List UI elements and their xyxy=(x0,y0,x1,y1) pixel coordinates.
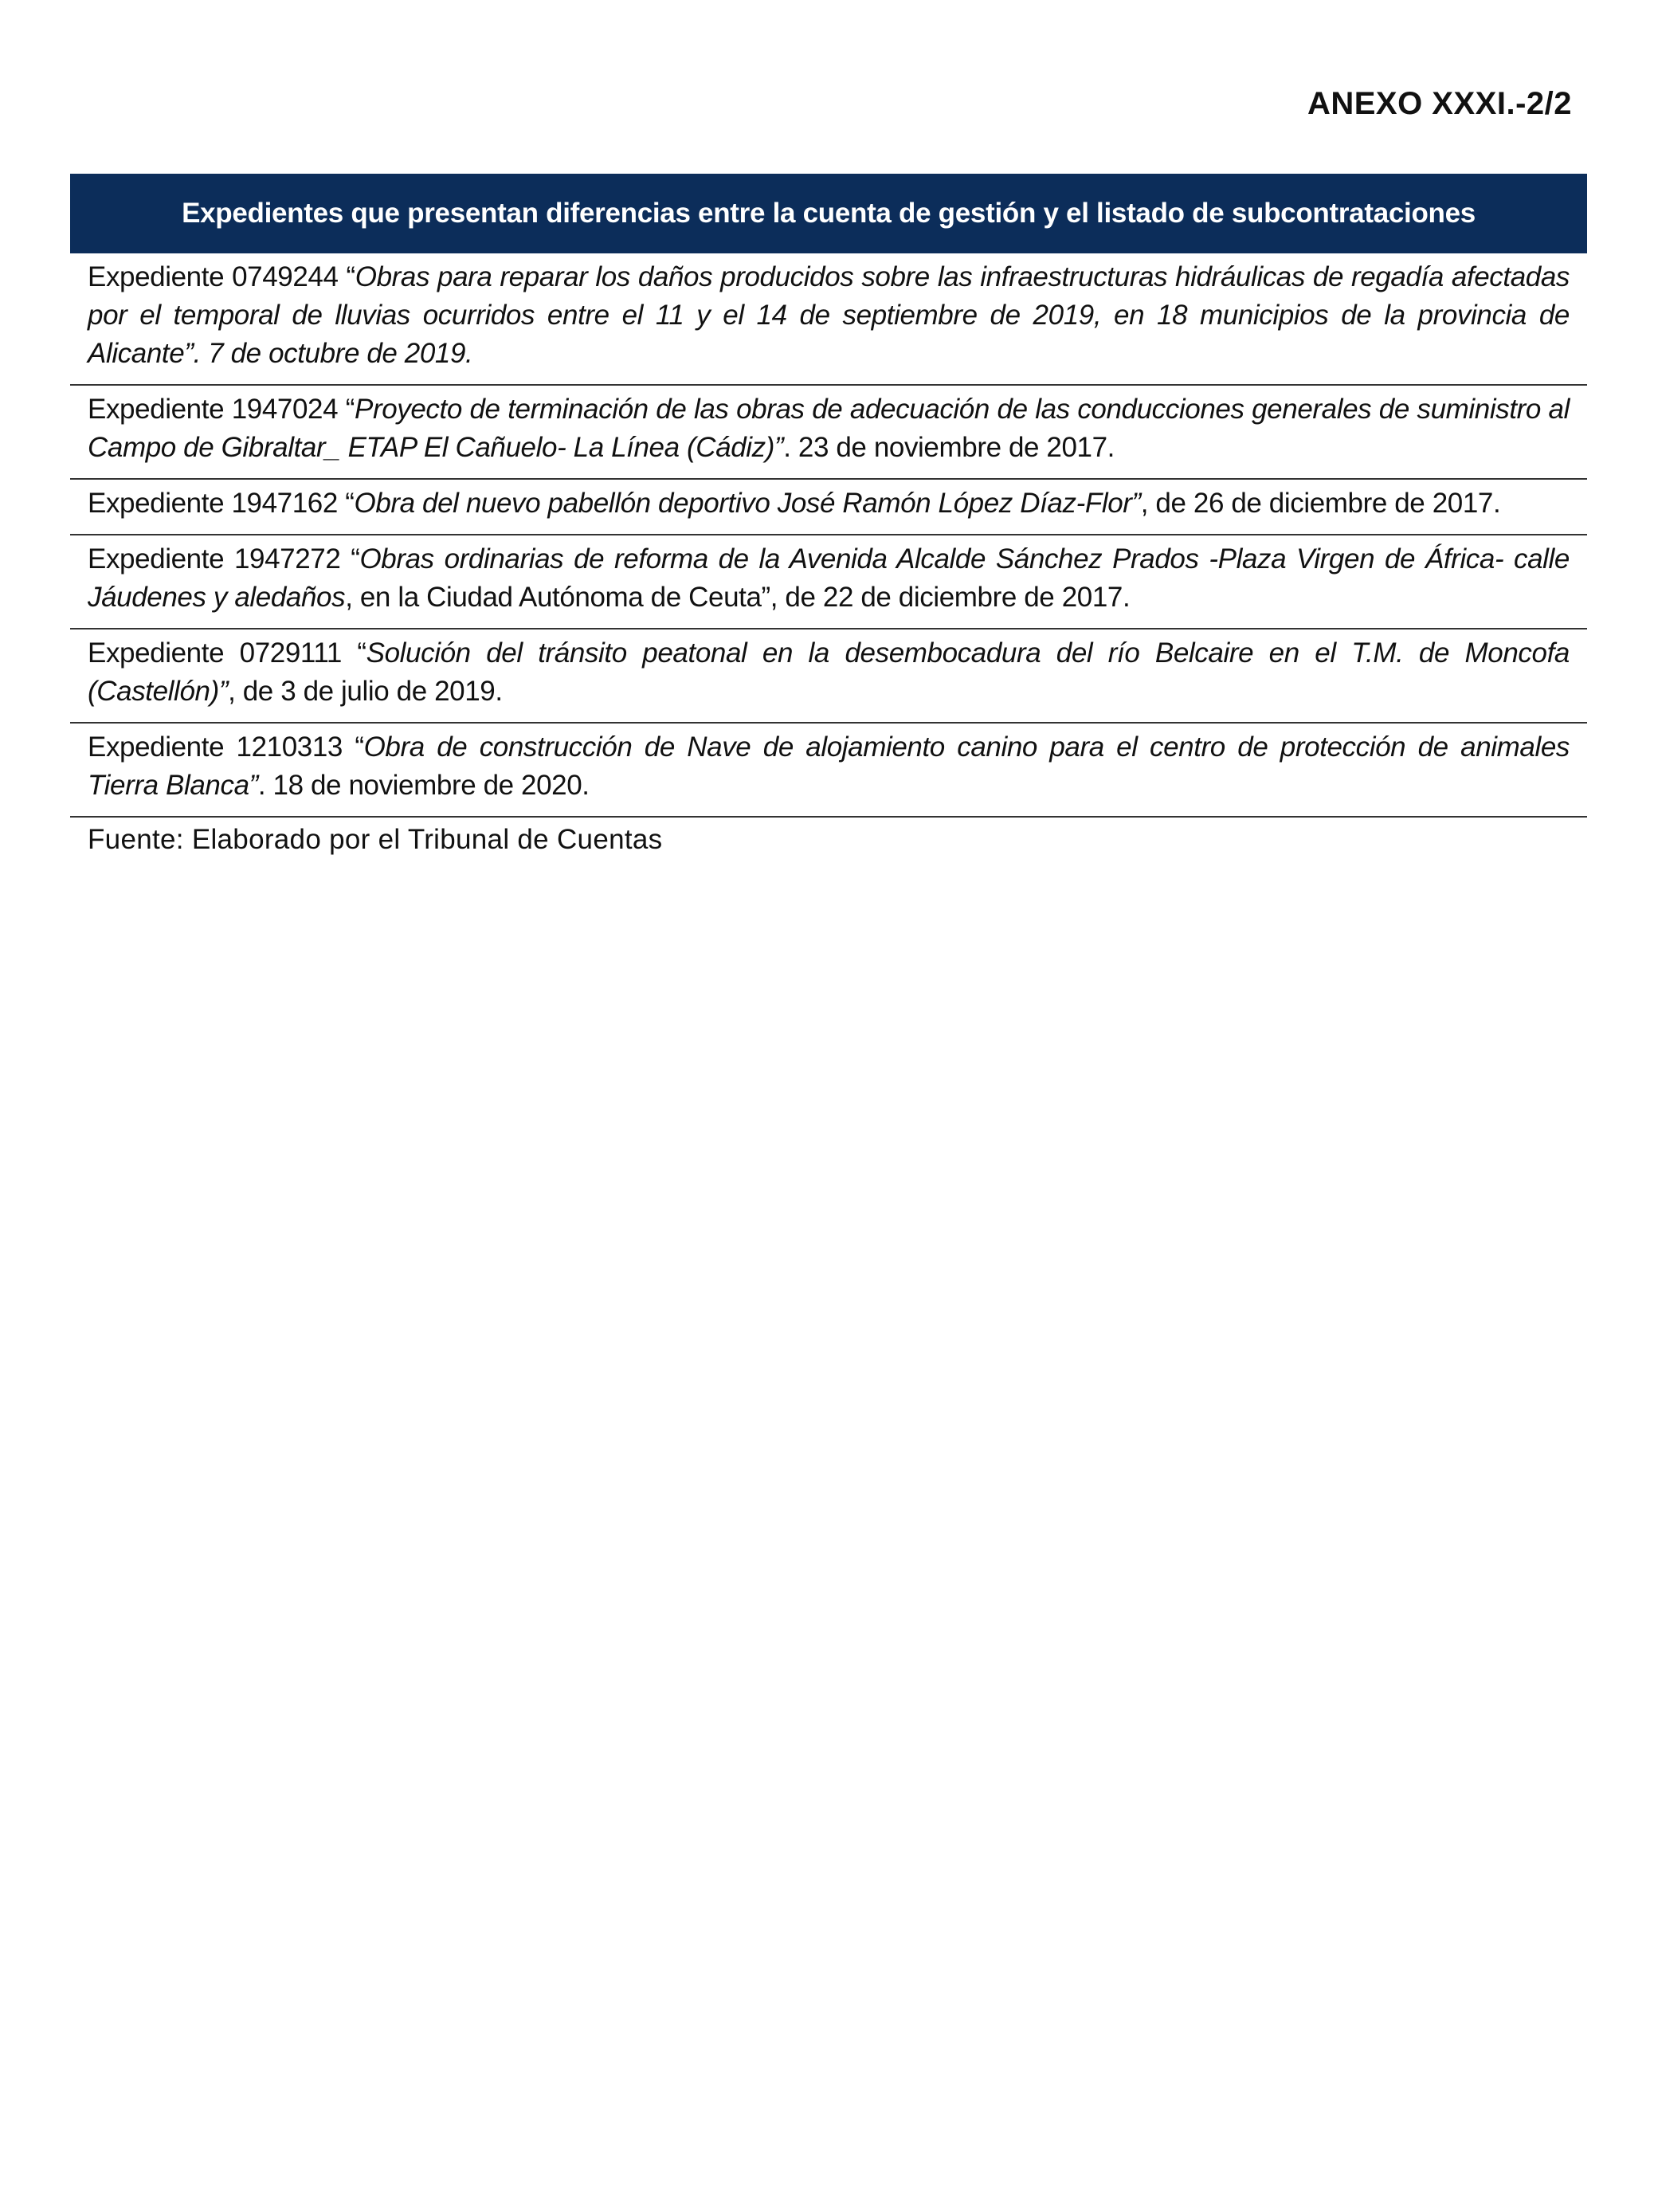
row-title: Obra de construcción de Nave de alojamiento canino para el centro de protección de animales Tierra Blanca” xyxy=(88,731,1570,801)
row-suffix: , de 3 de julio de 2019. xyxy=(228,676,503,707)
row-suffix: , de 26 de diciembre de 2017. xyxy=(1140,488,1501,519)
annex-title: ANEXO XXXI.-2/2 xyxy=(1307,86,1572,121)
row-prefix: Expediente 0749244 “ xyxy=(88,261,355,292)
row-prefix: Expediente 1947272 “ xyxy=(88,543,360,575)
table-header: Expedientes que presentan diferencias entre la cuenta de gestión y el listado de subcontrataciones xyxy=(70,174,1587,253)
row-prefix: Expediente 1947162 “ xyxy=(88,488,355,519)
row-prefix: Expediente 1947024 “ xyxy=(88,394,355,425)
row-suffix: , en la Ciudad Autónoma de Ceuta”, de 22 de diciembre de 2017. xyxy=(345,582,1131,613)
row-title: Obras ordinarias de reforma de la Avenida Alcalde Sánchez Prados -Plaza Virgen de África- calle Jáudenes y aledaños xyxy=(88,543,1570,613)
row-suffix: . 23 de noviembre de 2017. xyxy=(783,432,1115,463)
table-row xyxy=(70,629,1587,724)
row-suffix: . 18 de noviembre de 2020. xyxy=(257,770,590,801)
row-title: Obras para reparar los daños producidos sobre las infraestructuras hidráulicas de regadía afectadas por el temporal de lluvias ocurridos entre el 11 y el 14 de septiembre de 2019, en 18 municipios de la provincia de Alicante”. 7 de octubre de 2019. xyxy=(88,261,1570,369)
source-note: Fuente: Elaborado por el Tribunal de Cuentas xyxy=(88,824,663,855)
table-row xyxy=(70,253,1587,386)
table-row xyxy=(70,480,1587,535)
row-prefix: Expediente 1210313 “ xyxy=(88,731,364,763)
table-row xyxy=(70,386,1587,480)
table-row xyxy=(70,724,1587,818)
table-row xyxy=(70,535,1587,629)
expedientes-table xyxy=(70,174,1587,859)
row-title: Solución del tránsito peatonal en la desembocadura del río Belcaire en el T.M. de Moncofa (Castellón)” xyxy=(88,637,1570,707)
row-title: Obra del nuevo pabellón deportivo José Ramón López Díaz-Flor” xyxy=(354,488,1141,519)
row-title: Proyecto de terminación de las obras de adecuación de las conducciones generales de suministro al Campo de Gibraltar_ ETAP El Cañuelo- La Línea (Cádiz)” xyxy=(88,394,1570,463)
row-prefix: Expediente 0729111 “ xyxy=(88,637,366,669)
